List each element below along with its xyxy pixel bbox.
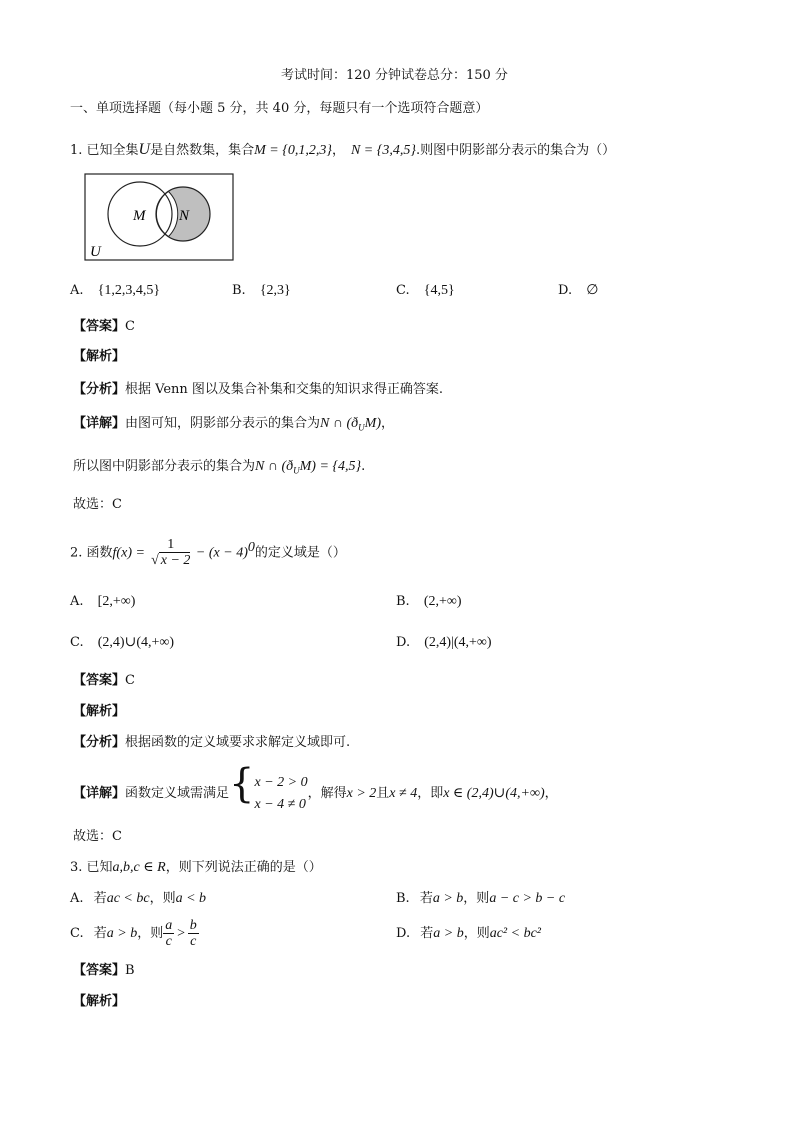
q2-jiexi-heading: 【解析】	[73, 704, 126, 719]
venn-label-m: M	[133, 208, 146, 224]
q2-inequality-system: x − 2 > 0 x − 4 ≠ 0	[254, 774, 308, 812]
q1-option-d[interactable]: D. ∅	[558, 283, 599, 298]
venn-label-u: U	[90, 244, 101, 260]
section-title: 一、单项选择题（每小题 5 分，共 40 分，每题只有一个选项符合题意）	[70, 101, 489, 116]
q1-analysis: 【分析】根据 Venn 图以及集合补集和交集的知识求得正确答案.	[73, 382, 444, 397]
q2-option-d[interactable]: D. (2,4)|(4,+∞)	[396, 635, 492, 650]
q2-option-c[interactable]: C. (2,4)∪(4,+∞)	[70, 635, 175, 650]
q1-answer: 【答案】C	[73, 319, 135, 334]
q3-option-b[interactable]: B. 若a > b，则a − c > b − c	[396, 891, 566, 906]
q2-analysis: 【分析】根据函数的定义域要求求解定义域即可.	[73, 735, 351, 750]
q2-option-a[interactable]: A. [2,+∞)	[70, 594, 136, 609]
venn-label-n: N	[179, 208, 190, 224]
q2-detail: 【详解】函数定义域需满足{ x − 2 > 0 x − 4 ≠ 0 ，解得x > 2且x ≠ 4，即x ∈ (2,4)∪(4,+∞)，	[73, 764, 558, 818]
q3-option-a[interactable]: A. 若ac < bc，则a < b	[70, 891, 207, 906]
q1-jiexi-heading: 【解析】	[73, 349, 126, 364]
exam-info-header: 考试时间：120 分钟试卷总分：150 分	[281, 68, 508, 83]
q3-answer: 【答案】B	[73, 963, 135, 978]
q3-option-d[interactable]: D. 若a > b，则ac² < bc²	[396, 926, 541, 941]
q2-option-b[interactable]: B. (2,+∞)	[396, 594, 462, 609]
q1-option-b[interactable]: B. {2,3}	[232, 283, 291, 298]
q1-choice: 故选：C	[73, 497, 122, 512]
q2-fraction: $\frac{1}{√ x - 2}$	[151, 537, 191, 569]
q3-jiexi-heading: 【解析】	[73, 994, 126, 1009]
q2-choice: 故选：C	[73, 829, 122, 844]
venn-diagram	[84, 172, 236, 262]
q1-option-c[interactable]: C. {4,5}	[396, 283, 455, 298]
q1-option-a[interactable]: A. {1,2,3,4,5}	[70, 283, 161, 298]
q3-option-c[interactable]: C. 若a > b，则 $\frac{a}{c}$ > $\frac{b}{c}$	[70, 918, 197, 949]
q1-detail: 【详解】由图可知，阴影部分表示的集合为N ∩ $(ð_UM)$，	[73, 416, 394, 433]
question-2-stem: 2. 函数f(x) = $\frac{1}{√ x - 2}$ − $(x - 4)^0$的定义域是（）	[70, 537, 346, 569]
question-3-stem: 3. 已知a,b,c ∈ R，则下列说法正确的是（）	[70, 860, 322, 875]
q2-answer: 【答案】C	[73, 673, 135, 688]
question-1-stem: 1. 已知全集U是自然数集，集合M = {0,1,2,3}， N = {3,4,5}.则图中阴影部分表示的集合为（）	[70, 141, 616, 158]
q1-detail-line-2: 所以图中阴影部分表示的集合为N ∩ $(ð_UM) = \{4,5\}$.	[73, 459, 366, 476]
